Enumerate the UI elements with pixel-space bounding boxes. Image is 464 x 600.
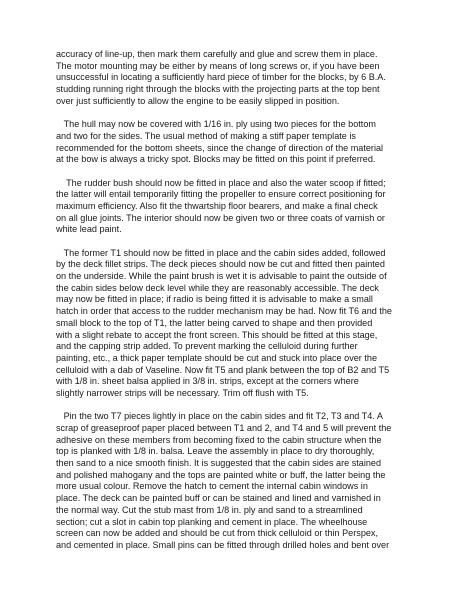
text-line: the normal way. Cut the stub mast from 1/8 in. ply and sand to a streamlined: [56, 504, 363, 515]
text-line: and cemented in place. Small pins can be fitted through drilled holes and bent over: [56, 539, 390, 550]
text-line: at the bow is always a tricky spot. Blocks may be fitted on this point if preferred.: [56, 154, 376, 165]
text-line: by the deck fillet strips. The deck pieces should now be cut and fitted then painted: [56, 259, 385, 270]
document-page: [56, 49, 422, 552]
text-line: maximum efficiency. Also fit the thwartship floor bearers, and make a final check: [56, 200, 378, 211]
text-line: place. The deck can be painted buff or can be stained and lined and varnished in: [56, 493, 381, 504]
text-line: section; cut a slot in cabin top planking and cement in place. The wheelhouse: [56, 516, 368, 527]
text-line: studding running right through the blocks with the projecting parts at the top bent: [56, 84, 380, 95]
text-line: over just sufficiently to allow the engine to be easily slipped in position.: [56, 95, 340, 106]
text-line: and two for the sides. The usual method of making a stiff paper template is: [56, 130, 356, 141]
paragraph-3: [56, 178, 422, 236]
text-line: more usual colour. Remove the hatch to cement the internal cabin windows in: [56, 481, 368, 492]
text-line: with 1/8 in. sheet balsa applied in 3/8 in. strips, except at the corners where: [56, 376, 359, 387]
text-line: adhesive on these members from becoming fixed to the cabin structure when the: [56, 434, 382, 445]
text-line: top is planked with 1/8 in. balsa. Leave the assembly in place to dry thoroughly,: [56, 446, 375, 457]
text-line: white lead paint.: [56, 224, 122, 235]
text-line: The former T1 should now be fitted in place and the cabin sides added, followed: [56, 247, 386, 258]
text-line: unsuccessful in locating a sufficiently hard piece of timber for the blocks, by 6 B.A.: [56, 72, 386, 83]
text-line: the latter will entail temporarily fitting the propeller to ensure correct positioning for: [56, 189, 386, 200]
paragraph-4: [56, 248, 422, 400]
text-line: accuracy of line-up, then mark them carefully and glue and screw them in place.: [56, 49, 378, 59]
text-line: then sand to a nice smooth finish. It is suggested that the cabin sides are stained: [56, 458, 382, 469]
text-line: and the capping strip added. To prevent marking the celluloid during further: [56, 341, 358, 352]
text-line: slightly narrower strips will be necessary. Trim off flush with T5.: [56, 387, 309, 398]
paragraph-2: [56, 119, 422, 166]
text-line: recommended for the bottom sheets, since the change of direction of the material: [56, 142, 384, 153]
text-line: painting, etc., a thick paper template should be cut and stuck into place over the: [56, 352, 378, 363]
text-line: small block to the top of T1, the latter being carved to shape and then provided: [56, 317, 373, 328]
paragraph-1: [56, 49, 422, 107]
text-line: Pin the two T7 pieces lightly in place on the cabin sides and fit T2, T3 and T4. A: [56, 411, 383, 422]
text-line: with a slight rebate to accept the front screen. This should be fitted at this stage,: [56, 329, 378, 340]
text-line: hatch in order that access to the rudder mechanism may be had. Now fit T6 and the: [56, 306, 392, 317]
text-line: on all glue joints. The interior should now be given two or three coats of varnish or: [56, 212, 385, 223]
text-line: celluloid with a dab of Vaseline. Now fit T5 and plank between the top of B2 and T5: [56, 364, 390, 375]
text-line: may now be fitted in place; if radio is being fitted it is advisable to make a small: [56, 294, 373, 305]
text-line: scrap of greaseproof paper placed between T1 and 2, and T4 and 5 will prevent the: [56, 423, 392, 433]
text-line: The hull may now be covered with 1/16 in. ply using two pieces for the bottom: [56, 119, 376, 130]
paragraph-5: [56, 411, 422, 551]
text-line: screen can now be added and should be cut from thick celluloid or thin Perspex,: [56, 528, 379, 539]
text-line: and polished mahogany and the tops are painted white or buff, the latter being the: [56, 469, 386, 480]
text-line: the cabin sides below deck level while they are reasonably accessible. The deck: [56, 282, 379, 293]
text-line: on the underside. While the paint brush is wet it is advisable to paint the outside of: [56, 271, 387, 282]
text-line: The motor mounting may be either by means of long screws or, if you have been: [56, 60, 380, 71]
text-line: The rudder bush should now be fitted in place and also the water scoop if fitted;: [56, 177, 386, 188]
